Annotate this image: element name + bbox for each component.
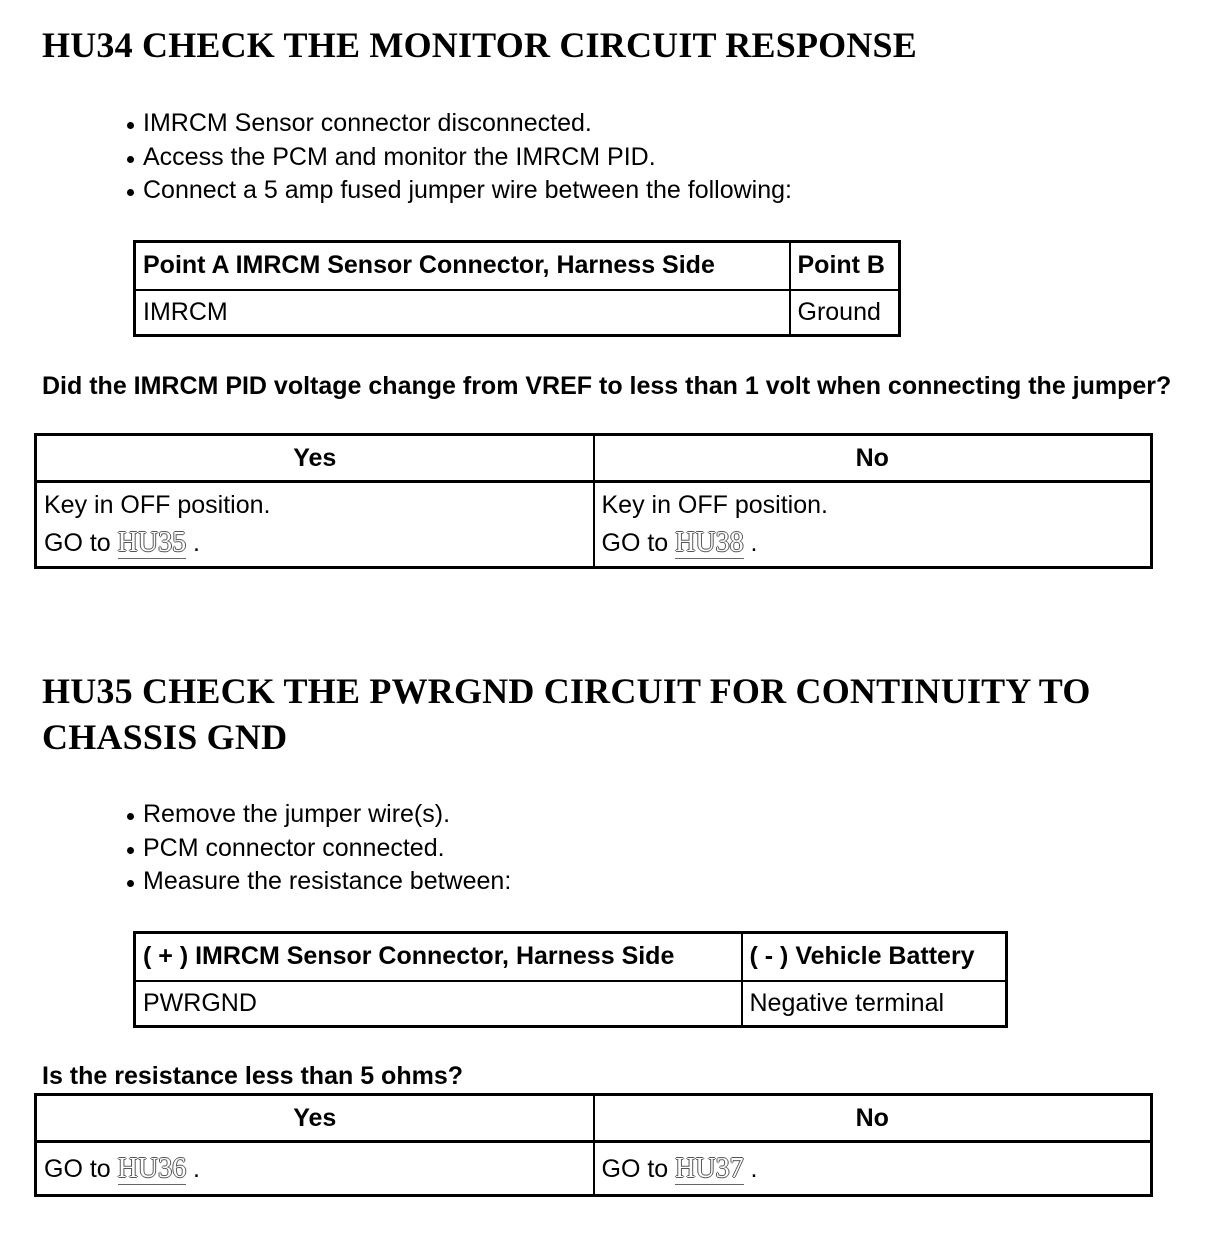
- table-cell: IMRCM: [135, 290, 790, 336]
- yes-header: Yes: [36, 1095, 594, 1142]
- goto-text: GO to: [601, 529, 669, 557]
- step-item: Access the PCM and monitor the IMRCM PID.: [124, 141, 792, 175]
- hu34-question: Did the IMRCM PID voltage change from VREF to less than 1 volt when connecting the jumper?: [42, 372, 1172, 400]
- hu34-answer-table: [34, 433, 1153, 569]
- goto-link-hu37[interactable]: HU37: [675, 1152, 744, 1184]
- no-instruction: Key in OFF position.: [601, 491, 828, 519]
- table-header: ( + ) IMRCM Sensor Connector, Harness Side: [135, 933, 742, 981]
- goto-period: .: [193, 529, 200, 557]
- yes-cell: [36, 482, 594, 568]
- goto-link-hu35[interactable]: HU35: [117, 527, 187, 558]
- no-cell: [594, 1142, 1152, 1196]
- table-cell: Ground: [790, 290, 900, 336]
- goto-link-hu38[interactable]: HU38: [675, 527, 744, 558]
- yes-instruction: Key in OFF position.: [44, 491, 271, 519]
- goto-period: .: [750, 1154, 758, 1183]
- hu35-points-table: [133, 931, 1008, 1028]
- goto-text: GO to: [44, 529, 111, 557]
- table-header: ( - ) Vehicle Battery: [742, 933, 1007, 981]
- section-hu34-steps: [124, 107, 792, 208]
- table-cell: Negative terminal: [742, 981, 1007, 1027]
- step-item: IMRCM Sensor connector disconnected.: [124, 107, 792, 141]
- hu34-points-table: [133, 240, 901, 337]
- step-item: Connect a 5 amp fused jumper wire between the following:: [124, 174, 792, 208]
- goto-period: .: [193, 1154, 200, 1183]
- step-item: Remove the jumper wire(s).: [124, 798, 511, 832]
- yes-goto: [44, 524, 586, 562]
- goto-period: .: [750, 529, 758, 557]
- no-header: No: [594, 1095, 1152, 1142]
- step-item: Measure the resistance between:: [124, 865, 511, 899]
- section-hu34-heading: HU34 CHECK THE MONITOR CIRCUIT RESPONSE: [42, 25, 917, 65]
- yes-header: Yes: [36, 435, 594, 482]
- hu35-answer-table: [34, 1093, 1153, 1197]
- section-hu35-steps: [124, 798, 511, 899]
- yes-cell: [36, 1142, 594, 1196]
- table-cell: PWRGND: [135, 981, 742, 1027]
- no-cell: [594, 482, 1152, 568]
- goto-text: GO to: [44, 1154, 111, 1183]
- no-goto: [602, 524, 1144, 562]
- goto-text: GO to: [601, 1154, 669, 1183]
- table-header: Point A IMRCM Sensor Connector, Harness Side: [135, 242, 790, 290]
- no-header: No: [594, 435, 1152, 482]
- step-item: PCM connector connected.: [124, 832, 511, 866]
- goto-link-hu36[interactable]: HU36: [117, 1152, 187, 1184]
- section-hu35-heading: HU35 CHECK THE PWRGND CIRCUIT FOR CONTINUITY TO CHASSIS GND: [42, 671, 1091, 757]
- table-header: Point B: [790, 242, 900, 290]
- hu35-question: Is the resistance less than 5 ohms?: [42, 1062, 463, 1090]
